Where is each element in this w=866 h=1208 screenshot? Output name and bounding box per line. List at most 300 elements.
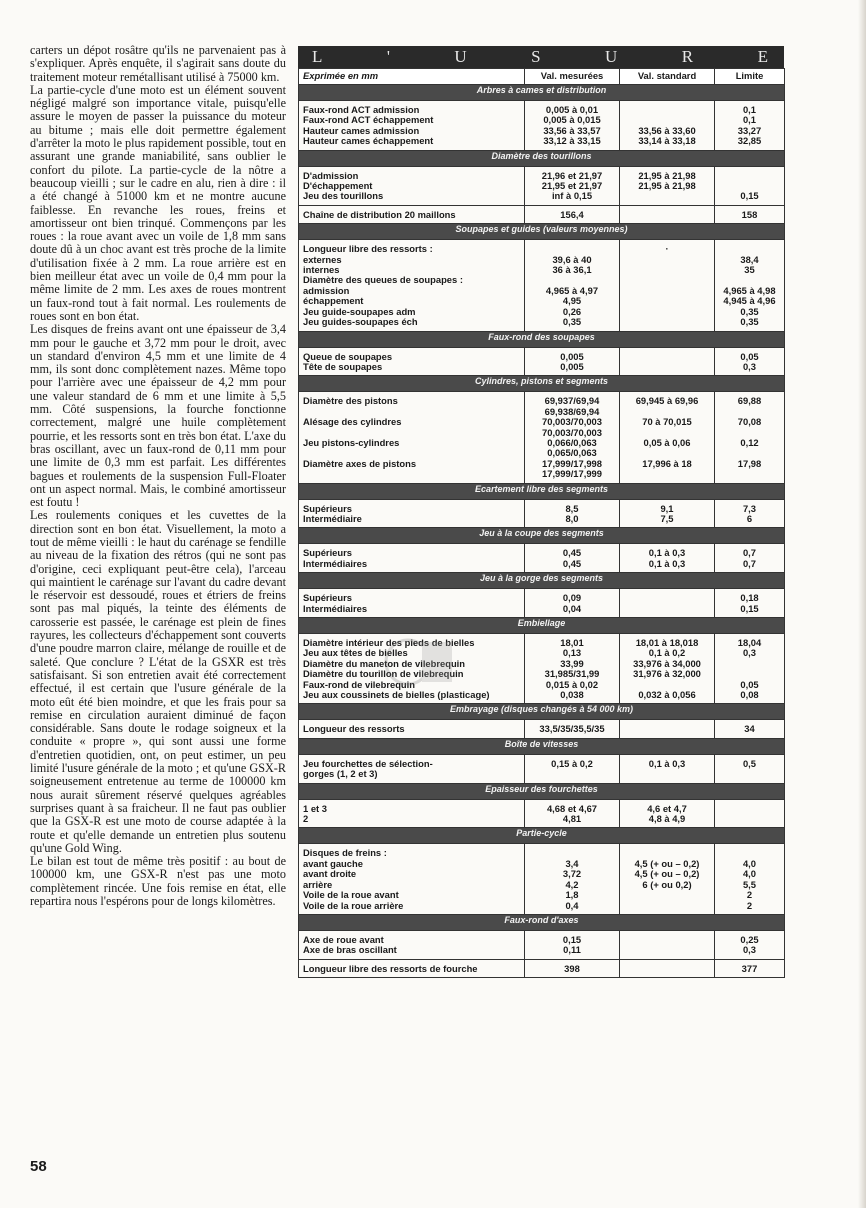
cell-limit — [715, 392, 785, 483]
cell-standard — [620, 166, 715, 205]
header-unit: Exprimée en mm — [299, 69, 525, 85]
cell-line: 0,005 — [560, 350, 584, 362]
cell-line: 21,95 à 21,98 — [638, 169, 696, 181]
cell-standard — [620, 799, 715, 828]
cell-line: internes — [303, 264, 340, 276]
cell-measured — [525, 634, 620, 704]
cell-line: Longueur des ressorts — [303, 723, 405, 735]
cell-line: 0,15 — [562, 933, 582, 945]
cell-line: 7,3 — [742, 502, 757, 514]
cell-standard — [620, 544, 715, 573]
section-title: Diamètre des tourillons — [299, 150, 785, 166]
article-paragraph: Le bilan est tout de même très positif : au bout de 100000 km, une GSX-R n'est pas une moto complètement rincée. Une fois remise en état, elle repartira nous l'espérons pour de longs kilomètres. — [30, 854, 286, 908]
cell-line: 0,5 — [742, 757, 757, 769]
cell-line: Jeu pistons-cylindres — [303, 436, 400, 448]
cell-line: 70 à 70,015 — [642, 416, 692, 428]
cell-line: 33,27 — [737, 124, 762, 136]
cell-line: 4,95 — [562, 295, 582, 307]
cell-limit — [715, 720, 785, 738]
cell-measured — [525, 959, 620, 977]
cell-line: 4,5 (+ ou – 0,2) — [634, 868, 700, 880]
cell-line: 0,005 — [560, 360, 584, 372]
cell-line: arrière — [303, 878, 333, 890]
section-title: Arbres à cames et distribution — [299, 85, 785, 101]
cell-line: 33,56 à 33,57 — [543, 124, 601, 136]
table-row — [299, 240, 785, 331]
cell-line: 33,99 — [560, 657, 584, 669]
cell-line: 156,4 — [560, 208, 584, 220]
cell-line: D'échappement — [303, 180, 373, 192]
table-row — [299, 499, 785, 528]
cell-line — [624, 191, 710, 201]
cell-line — [719, 469, 780, 479]
cell-measured — [525, 101, 620, 151]
cell-line: 3,72 — [562, 868, 582, 880]
cell-line: 33,12 à 33,15 — [543, 135, 601, 147]
cell-line: Supérieurs — [303, 502, 352, 514]
cell-line: Diamètre des pistons — [303, 395, 398, 407]
cell-line: Intermédiaire — [303, 512, 362, 524]
cell-line: Diamètre intérieur des pieds de bielles — [303, 637, 475, 648]
section-title: Epaisseur des fourchettes — [299, 783, 785, 799]
cell-line: 32,85 — [737, 135, 762, 147]
cell-line — [624, 604, 710, 614]
cell-line: Diamètre du tourillon de vilebrequin — [303, 668, 464, 680]
section-header-row — [299, 85, 785, 101]
cell-measured — [525, 844, 620, 914]
cell-line: 4,68 et 4,67 — [546, 802, 598, 814]
cell-line — [624, 890, 710, 900]
cell-line: avant gauche — [303, 857, 363, 869]
cell-line: 0,15 — [740, 190, 759, 202]
section-header-row — [299, 573, 785, 589]
table-row — [299, 544, 785, 573]
cell-line: 18,04 — [737, 637, 762, 648]
cell-line: 0,12 — [740, 436, 759, 448]
cell-line: Longueur libre des ressorts de fourche — [303, 962, 478, 974]
cell-line: 69,938/69,94 — [544, 405, 600, 417]
cell-line: 70,003/70,003 — [542, 416, 602, 428]
article-text-column — [30, 44, 286, 908]
cell-line: 0,3 — [742, 944, 757, 956]
cell-label — [299, 544, 525, 573]
cell-line: 0,1 — [742, 104, 757, 115]
cell-line: 4,8 à 4,9 — [648, 813, 686, 825]
cell-line: 0,3 — [742, 647, 757, 659]
cell-line: Jeu des tourillons — [303, 190, 384, 202]
cell-line: 17,996 à 18 — [642, 457, 692, 469]
section-title: Faux-rond des soupapes — [299, 331, 785, 347]
cell-line: 34 — [744, 723, 755, 735]
cell-line — [624, 945, 710, 955]
section-header-row — [299, 224, 785, 240]
cell-line: Intermédiaires — [303, 557, 368, 569]
cell-line: admission — [303, 284, 350, 296]
cell-line: 398 — [564, 962, 580, 974]
section-header-row — [299, 331, 785, 347]
cell-line: Jeu aux coussinets de bielles (plasticage) — [303, 689, 490, 701]
cell-measured — [525, 347, 620, 376]
header-standard: Val. standard — [620, 69, 715, 85]
cell-measured — [525, 499, 620, 528]
cell-line: 69,945 à 69,96 — [635, 395, 699, 407]
cell-line: 17,999/17,999 — [542, 468, 602, 480]
cell-line: 0,05 à 0,06 — [643, 436, 691, 448]
cell-standard — [620, 392, 715, 483]
cell-line: 0,18 — [740, 592, 759, 604]
cell-measured — [525, 754, 620, 783]
cell-standard — [620, 754, 715, 783]
section-header-row — [299, 704, 785, 720]
cell-line: Alésage des cylindres — [303, 416, 402, 428]
cell-line: Diamètre des queues de soupapes : — [303, 274, 463, 286]
cell-line: 31,976 à 32,000 — [633, 668, 701, 680]
section-header-row — [299, 528, 785, 544]
cell-line: Intermédiaires — [303, 602, 368, 614]
cell-line: Faux-rond ACT échappement — [303, 114, 434, 126]
cell-line: Jeu guide-soupapes adm — [303, 305, 416, 317]
header-measured: Val. mesurées — [525, 69, 620, 85]
cell-line: Longueur libre des ressorts : — [303, 243, 433, 255]
cell-measured — [525, 930, 620, 959]
section-title: Cylindres, pistons et segments — [299, 376, 785, 392]
cell-line: 35 — [744, 264, 755, 276]
section-header-row — [299, 376, 785, 392]
cell-line: Faux-rond de vilebrequin — [303, 678, 415, 690]
cell-line: 21,95 à 21,98 — [638, 180, 696, 192]
cell-line: 0,065/0,063 — [547, 447, 597, 459]
section-title: Embiellage — [299, 618, 785, 634]
section-title: Jeu à la gorge des segments — [299, 573, 785, 589]
cell-line: 0,1 à 0,3 — [648, 547, 686, 559]
title-letter: ' — [386, 47, 392, 66]
cell-label — [299, 392, 525, 483]
measurements-table — [298, 68, 785, 978]
cell-line: 4,0 — [742, 857, 757, 869]
section-header-row — [299, 618, 785, 634]
cell-label — [299, 844, 525, 914]
cell-line: 3,4 — [565, 857, 579, 869]
cell-limit — [715, 544, 785, 573]
cell-line: 0,45 — [562, 557, 582, 569]
cell-standard — [620, 930, 715, 959]
title-letter: U — [454, 47, 469, 66]
cell-line: 33,5/35/35,5/35 — [539, 723, 605, 735]
cell-line — [303, 469, 520, 479]
cell-measured — [525, 720, 620, 738]
section-title: Embrayage (disques changés à 54 000 km) — [299, 704, 785, 720]
cell-line: Voile de la roue avant — [303, 889, 399, 901]
cell-line — [624, 317, 710, 327]
cell-line: 21,95 et 21,97 — [541, 180, 603, 192]
cell-line: 8,5 — [565, 502, 579, 514]
cell-line: 17,999/17,998 — [542, 457, 602, 469]
cell-label — [299, 101, 525, 151]
cell-limit — [715, 959, 785, 977]
section-header-row — [299, 483, 785, 499]
cell-line: 33,14 à 33,18 — [638, 135, 696, 147]
cell-line: gorges (1, 2 et 3) — [303, 768, 378, 780]
article-paragraph: Les roulements coniques et les cuvettes de la direction sont en bon état. Visuellement, la moto a tout de même vieilli : le haut du carénage se fendille au niveau de la fixation des rétros (qui ne sont pas d'origine, ceci expliquant peut-être cela), l'arceau qui maintient le carénage sur l'avant du cadre devant le réservoir est dessoudé, roues et étriers de freins sont pas mal piqués, la teinte des éléments de carosserie est passée, le carénage est plein de fines rayures, les collecteurs d'échappement sont couverts d'une poudre marron claire, mélange de rouille et de saleté. Que conclure ? L'état de la GSXR est très satisfaisant. Si son entretien avait été correctement effectué, il est certain que l'usure générale de la moto eût été bien moindre, et que les frais pour sa remise en circulation auraient diminué de façon considérable. Sans doute le rodage soigneux et la conduite « propre », qui sont aussi une forme d'entretien quotidien, ont, on peut estimer, un peu limité l'usure générale de la moto ; et qu'une GSX-R soigneusement entretenue au terme de 100000 km nous aurait sûrement réservé quelques agréables surprises quant à sa fraicheur. Il ne faut pas oublier que la GSX-R est une moto de course adaptée à la route et qu'elle demande un entretien plus soutenu qu'une Gold Wing. — [30, 508, 286, 855]
title-letter: U — [605, 47, 620, 66]
cell-line: 0,11 — [563, 944, 581, 956]
cell-line: 5,5 — [742, 878, 757, 890]
cell-label — [299, 166, 525, 205]
cell-line: 0,08 — [740, 689, 759, 701]
cell-line: inf à 0,15 — [551, 190, 593, 202]
cell-measured — [525, 205, 620, 223]
cell-line: 0,05 — [740, 350, 759, 362]
cell-line: échappement — [303, 295, 364, 307]
cell-line: 0,05 — [740, 678, 759, 690]
cell-line: Queue de soupapes — [303, 350, 393, 362]
cell-line: 0,3 — [742, 360, 757, 372]
section-header-row — [299, 914, 785, 930]
cell-line: Voile de la roue arrière — [303, 899, 404, 911]
cell-line: 0,1 à 0,3 — [648, 757, 686, 769]
cell-line: 0,15 à 0,2 — [551, 757, 593, 769]
cell-line: 0,15 — [740, 602, 759, 614]
cell-line: 4,6 et 4,7 — [647, 802, 687, 814]
cell-label — [299, 754, 525, 783]
cell-limit — [715, 101, 785, 151]
section-title: Partie-cycle — [299, 828, 785, 844]
cell-line — [624, 210, 710, 220]
cell-line: Chaîne de distribution 20 maillons — [303, 208, 456, 220]
cell-line: 38,4 — [740, 253, 759, 265]
cell-label — [299, 499, 525, 528]
section-title: Boîte de vitesses — [299, 738, 785, 754]
section-title: Faux-rond d'axes — [299, 914, 785, 930]
cell-line: D'admission — [303, 169, 359, 181]
table-row — [299, 392, 785, 483]
header-limit: Limite — [715, 69, 785, 85]
article-paragraph: carters un dépot rosâtre qu'ils ne parvenaient pas à s'expliquer. Après enquête, il s'agirait sans doute du traitement moteur remétallisant utilisé à 75000 km. — [30, 43, 286, 84]
cell-line: Tête de soupapes — [303, 360, 383, 372]
cell-line: 1,8 — [565, 889, 579, 901]
cell-line: 7,5 — [660, 512, 674, 524]
cell-line: 0,7 — [742, 547, 757, 559]
cell-standard — [620, 499, 715, 528]
cell-line: 33,976 à 34,000 — [633, 657, 701, 669]
cell-line: 0,45 — [562, 547, 582, 559]
cell-measured — [525, 799, 620, 828]
cell-line: 4,0 — [742, 868, 757, 880]
cell-line: externes — [303, 253, 342, 265]
cell-limit — [715, 589, 785, 618]
cell-line — [624, 901, 710, 911]
cell-line: 0,1 — [742, 114, 757, 126]
cell-line: Hauteur cames échappement — [303, 135, 434, 147]
watermark-logo-icon — [378, 622, 458, 702]
cell-line: Supérieurs — [303, 592, 352, 604]
cell-line: 0,015 à 0,02 — [545, 678, 599, 690]
cell-line: 8,0 — [565, 512, 579, 524]
cell-line: 4,5 (+ ou – 0,2) — [634, 857, 700, 869]
table-row — [299, 101, 785, 151]
cell-line: Diamètre axes de pistons — [303, 457, 417, 469]
cell-line: Supérieurs — [303, 547, 352, 559]
cell-line — [719, 814, 780, 824]
cell-line: 0,25 — [740, 933, 759, 945]
cell-line: Jeu aux têtes de bielles — [303, 647, 408, 659]
cell-standard — [620, 634, 715, 704]
cell-limit — [715, 166, 785, 205]
cell-line: 4,945 à 4,96 — [723, 295, 776, 307]
cell-measured — [525, 589, 620, 618]
table-row — [299, 959, 785, 977]
table-header-row — [299, 69, 785, 85]
title-letter: R — [681, 47, 696, 66]
cell-line: 4,2 — [565, 878, 579, 890]
page-number: 58 — [30, 1158, 47, 1175]
cell-limit — [715, 844, 785, 914]
cell-line — [624, 724, 710, 734]
cell-line: avant droite — [303, 868, 357, 880]
cell-line: · — [665, 243, 669, 255]
cell-line — [624, 769, 710, 779]
cell-line: 0,038 — [560, 689, 584, 701]
section-title: Soupapes et guides (valeurs moyennes) — [299, 224, 785, 240]
cell-limit — [715, 799, 785, 828]
title-letter: L — [312, 47, 325, 66]
page-edge-shadow — [858, 0, 866, 1208]
table-row — [299, 634, 785, 704]
cell-line: 0,4 — [565, 899, 579, 911]
cell-line: Faux-rond ACT admission — [303, 104, 420, 115]
table-row — [299, 799, 785, 828]
cell-line: 36 à 36,1 — [552, 264, 592, 276]
cell-label — [299, 959, 525, 977]
cell-line: 2 — [746, 889, 753, 901]
cell-limit — [715, 930, 785, 959]
cell-line: 18,01 — [560, 637, 584, 648]
title-letter: E — [757, 47, 770, 66]
cell-line: Diamètre du maneton de vilebrequin — [303, 657, 466, 669]
cell-line: 2 — [303, 813, 309, 825]
cell-label — [299, 799, 525, 828]
table-title-bar — [298, 46, 784, 68]
cell-measured — [525, 392, 620, 483]
cell-limit — [715, 634, 785, 704]
article-paragraph: Les disques de freins avant ont une épaisseur de 3,4 mm pour le gauche et 3,72 mm pour le droit, avec un standard d'environ 4,5 mm et une limite de 4 mm, ils sont donc complètement nazes. Même topo pour l'arrière avec une épaisseur de 4,2 mm pour une valeur standard de 6 mm et une limite à 5,5 mm. Côté suspensions, la fourche fonctionne correctement, malgré une huile complètement pourrie, et les ressorts sont en très bon état. L'axe du bras oscillant, avec un faux-rond de 0,11 mm pour une limite de 0,3 mm est parfait. Les différentes bagues et roulements de la suspension Full-Floater ont un aspect normal. Mais, le combiné amortisseur est foutu ! — [30, 322, 286, 510]
cell-line: 0,26 — [562, 305, 582, 317]
cell-line: 0,04 — [562, 602, 582, 614]
cell-limit — [715, 240, 785, 331]
cell-line: 70,003/70,003 — [542, 426, 602, 438]
cell-line — [719, 769, 780, 779]
wear-table — [298, 46, 784, 978]
cell-line: 70,08 — [737, 416, 762, 428]
cell-line — [624, 964, 710, 974]
cell-limit — [715, 499, 785, 528]
cell-line: 0,09 — [562, 592, 582, 604]
cell-line: 9,1 — [660, 502, 674, 514]
cell-measured — [525, 240, 620, 331]
cell-standard — [620, 589, 715, 618]
cell-line: Axe de roue avant — [303, 933, 384, 945]
cell-line: Axe de bras oscillant — [303, 944, 397, 956]
cell-line: 0,1 à 0,3 — [648, 557, 686, 569]
cell-line: 0,032 à 0,056 — [638, 689, 696, 701]
cell-line — [529, 769, 615, 779]
cell-limit — [715, 205, 785, 223]
table-row — [299, 347, 785, 376]
cell-label — [299, 205, 525, 223]
cell-measured — [525, 166, 620, 205]
cell-line: 18,01 à 18,018 — [635, 637, 699, 648]
cell-label — [299, 347, 525, 376]
section-header-row — [299, 150, 785, 166]
cell-line: 0,13 — [562, 647, 582, 659]
section-title: Jeu à la coupe des segments — [299, 528, 785, 544]
section-header-row — [299, 828, 785, 844]
cell-line: 1 et 3 — [303, 802, 327, 814]
cell-line: 6 (+ ou 0,2) — [642, 878, 692, 890]
cell-standard — [620, 205, 715, 223]
cell-line: 21,96 et 21,97 — [541, 169, 603, 181]
cell-label — [299, 930, 525, 959]
cell-limit — [715, 347, 785, 376]
cell-label — [299, 240, 525, 331]
table-row — [299, 720, 785, 738]
cell-line: 4,81 — [562, 813, 582, 825]
cell-line: 0,066/0,063 — [547, 436, 597, 448]
cell-line: Jeu guides-soupapes éch — [303, 316, 418, 328]
article-paragraph: La partie-cycle d'une moto est un élément souvent négligé malgré son importance vitale, puisqu'elle assure le moyen de passer la puissance du moteur au bitume ; mais elle doit permettre également d'arrêter la moto le plus rapidement possible, tout en assurant une grande maniabilité, sans oublier le confort du pilote. La partie-cycle de la nôtre a beaucoup vieilli ; sur le cadre en alu, rien à dire : il a été changé à 51000 km et ne montre aucune faiblesse. En revanche les roues, freins et amortisseur ont bien trinqué. Commençons par les roues : la roue avant avec un voile de 1,8 mm sans doute dû à un choc avant est très proche de la limite d'utilisation fixée à 2 mm. La roue arrière est en bien meilleur état avec un voile de 0,4 mm pour la même limite de 2 mm. Les axes de roues montrent un faux-rond tout à fait normal. Les roulements de roues sont en bon état. — [30, 82, 286, 323]
cell-line: Jeu fourchettes de sélection- — [303, 757, 433, 769]
table-row — [299, 930, 785, 959]
cell-line: 0,005 à 0,01 — [545, 104, 599, 115]
cell-line: 2 — [746, 899, 753, 911]
cell-line: 31,985/31,99 — [544, 668, 600, 680]
cell-line: 33,56 à 33,60 — [638, 124, 696, 136]
cell-standard — [620, 720, 715, 738]
section-header-row — [299, 738, 785, 754]
cell-line: 0,1 à 0,2 — [648, 647, 686, 659]
cell-line: 69,88 — [737, 395, 762, 407]
cell-label — [299, 589, 525, 618]
table-row — [299, 589, 785, 618]
cell-line: 0,7 — [742, 557, 757, 569]
section-title: Ecartement libre des segments — [299, 483, 785, 499]
cell-standard — [620, 101, 715, 151]
cell-line — [624, 469, 710, 479]
cell-line: 0,005 à 0,015 — [543, 114, 601, 126]
cell-line: 158 — [741, 208, 758, 220]
cell-line: 6 — [746, 512, 753, 524]
cell-label — [299, 720, 525, 738]
cell-standard — [620, 347, 715, 376]
cell-line: 69,937/69,94 — [544, 395, 600, 407]
cell-line: 0,35 — [740, 305, 759, 317]
cell-line — [624, 362, 710, 372]
cell-line: 4,965 à 4,97 — [545, 284, 599, 296]
cell-line: 0,35 — [740, 316, 759, 328]
table-row — [299, 205, 785, 223]
table-row — [299, 844, 785, 914]
cell-standard — [620, 240, 715, 331]
cell-line: 377 — [741, 962, 758, 974]
cell-limit — [715, 754, 785, 783]
cell-line: 17,98 — [737, 457, 762, 469]
cell-standard — [620, 959, 715, 977]
cell-standard — [620, 844, 715, 914]
table-row — [299, 754, 785, 783]
section-header-row — [299, 783, 785, 799]
cell-line: 4,965 à 4,98 — [723, 284, 776, 296]
cell-line: 0,35 — [562, 316, 582, 328]
